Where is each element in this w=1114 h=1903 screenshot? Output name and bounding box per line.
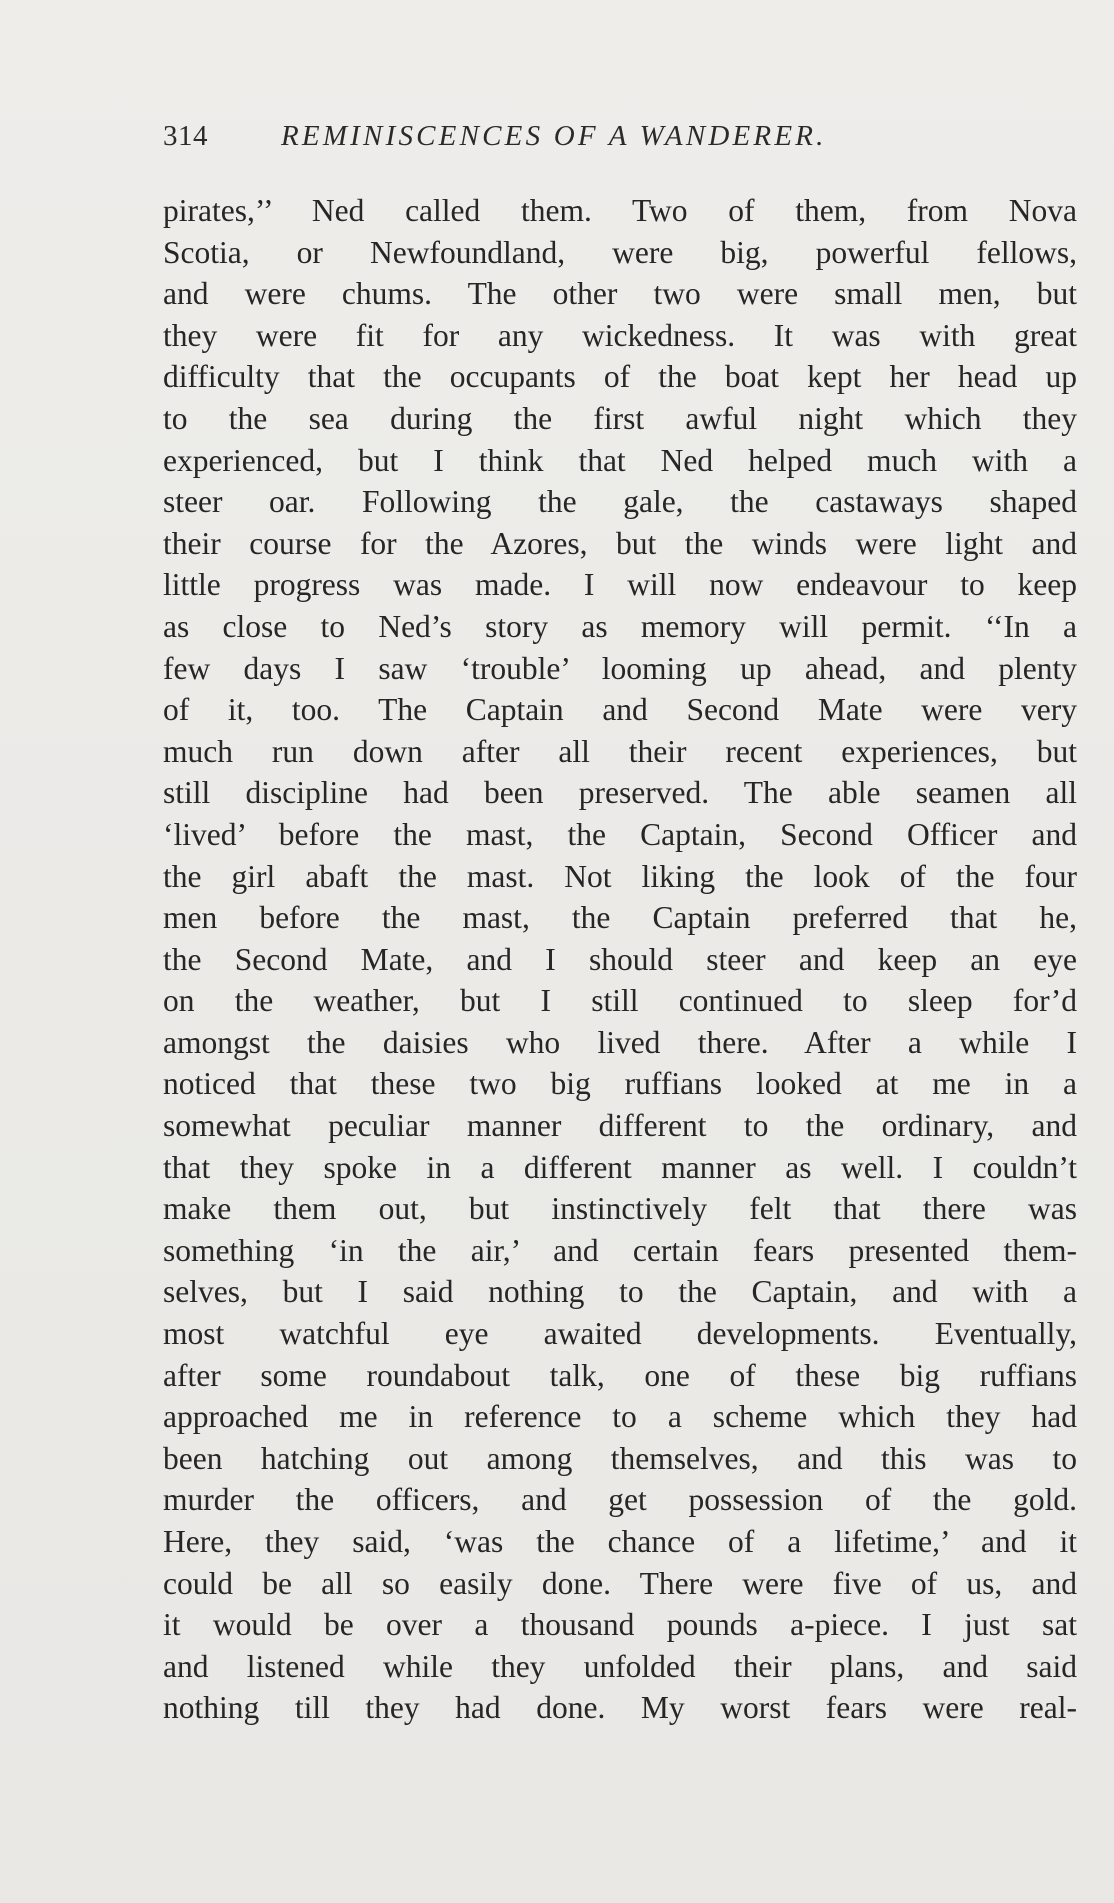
text-line: Here, they said, ‘was the chance of a lifetime,’ and it bbox=[163, 1524, 1077, 1559]
running-head bbox=[163, 120, 983, 160]
text-line: nothing till they had done. My worst fears were real- bbox=[163, 1690, 1077, 1726]
text-line: still discipline had been preserved. The able seamen all bbox=[163, 775, 1077, 811]
text-line: difficulty that the occupants of the boat kept her head up bbox=[163, 359, 1077, 395]
running-title: REMINISCENCES OF A WANDERER. bbox=[281, 120, 827, 152]
text-line: few days I saw ‘trouble’ looming up ahead, and plenty bbox=[163, 650, 1077, 686]
text-line: Scotia, or Newfoundland, were big, powerful fellows, bbox=[163, 234, 1077, 270]
text-line: the girl abaft the mast. Not liking the look of the four bbox=[163, 858, 1077, 894]
text-line: that they spoke in a different manner as well. I couldn’t bbox=[163, 1149, 1077, 1185]
text-line: most watchful eye awaited developments. Eventually, bbox=[163, 1316, 1077, 1352]
text-line: somewhat peculiar manner different to the ordinary, and bbox=[163, 1108, 1077, 1144]
text-line: pirates,’’ Ned called them. Two of them, from Nova bbox=[163, 193, 1077, 228]
text-line: they were fit for any wickedness. It was with great bbox=[163, 317, 1077, 353]
text-line: men before the mast, the Captain preferred that he, bbox=[163, 900, 1077, 936]
text-line: amongst the daisies who lived there. After a while I bbox=[163, 1024, 1077, 1060]
text-line: of it, too. The Captain and Second Mate were very bbox=[163, 692, 1077, 728]
text-line: little progress was made. I will now endeavour to keep bbox=[163, 567, 1077, 603]
text-line: steer oar. Following the gale, the castaways shaped bbox=[163, 484, 1077, 520]
body-text bbox=[163, 190, 1077, 1729]
text-line: ‘lived’ before the mast, the Captain, Second Officer and bbox=[163, 816, 1077, 852]
text-line: it would be over a thousand pounds a-piece. I just sat bbox=[163, 1607, 1077, 1643]
text-line: as close to Ned’s story as memory will permit. ‘‘In a bbox=[163, 608, 1077, 644]
text-line: selves, but I said nothing to the Captain, and with a bbox=[163, 1274, 1077, 1310]
text-line: murder the officers, and get possession of the gold. bbox=[163, 1482, 1077, 1518]
page-number: 314 bbox=[163, 120, 208, 152]
text-line: approached me in reference to a scheme which they had bbox=[163, 1399, 1077, 1435]
text-line: to the sea during the first awful night which they bbox=[163, 400, 1077, 436]
text-line: been hatching out among themselves, and this was to bbox=[163, 1440, 1077, 1476]
text-line: on the weather, but I still continued to sleep for’d bbox=[163, 983, 1077, 1019]
text-line: something ‘in the air,’ and certain fears presented them- bbox=[163, 1232, 1077, 1268]
text-line: after some roundabout talk, one of these big ruffians bbox=[163, 1357, 1077, 1393]
text-line: make them out, but instinctively felt that there was bbox=[163, 1191, 1077, 1227]
text-line: and were chums. The other two were small men, but bbox=[163, 276, 1077, 312]
text-line: and listened while they unfolded their plans, and said bbox=[163, 1648, 1077, 1684]
text-line: could be all so easily done. There were five of us, and bbox=[163, 1565, 1077, 1601]
text-line: noticed that these two big ruffians looked at me in a bbox=[163, 1066, 1077, 1102]
text-line: their course for the Azores, but the winds were light and bbox=[163, 525, 1077, 561]
text-line: experienced, but I think that Ned helped much with a bbox=[163, 442, 1077, 478]
text-line: much run down after all their recent experiences, but bbox=[163, 733, 1077, 769]
text-line: the Second Mate, and I should steer and keep an eye bbox=[163, 941, 1077, 977]
